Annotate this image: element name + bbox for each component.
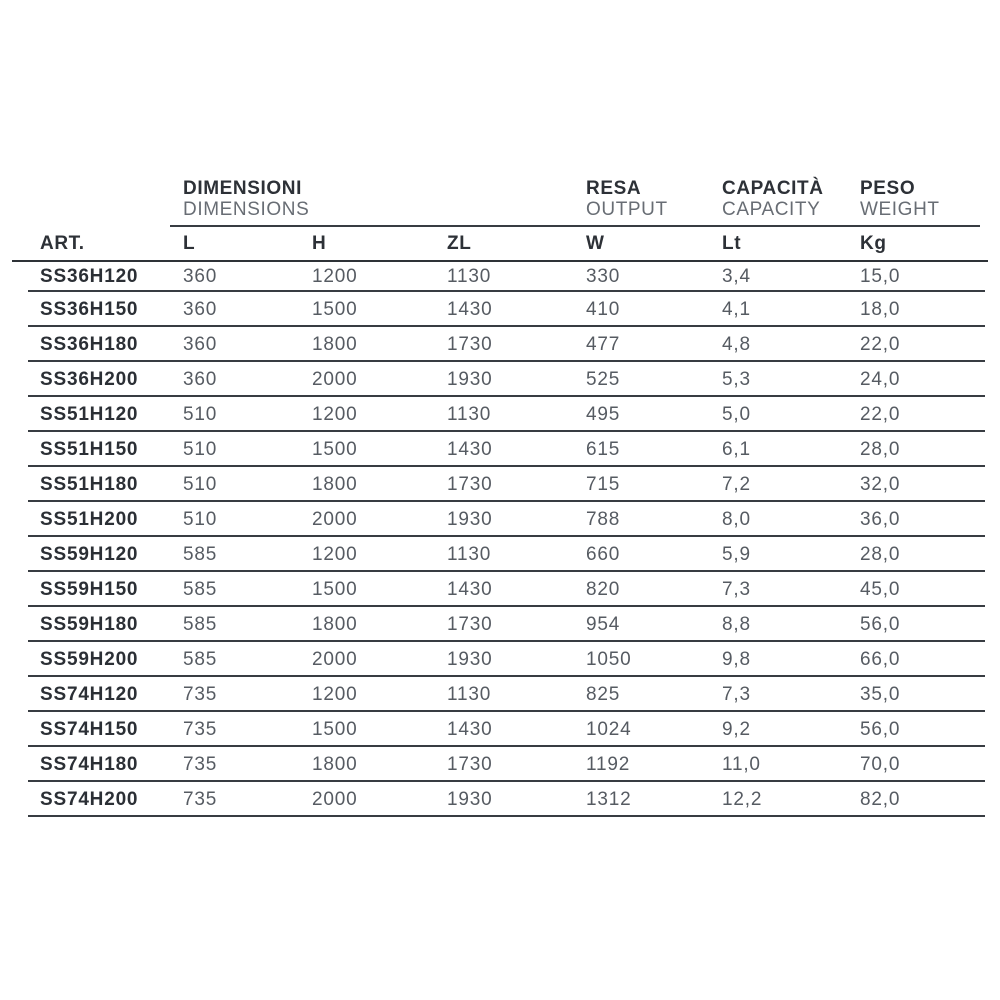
spec-table	[12, 176, 988, 817]
table-row	[12, 537, 988, 572]
table-row	[12, 607, 988, 642]
cell-value: 585	[183, 578, 218, 600]
cell-value: 525	[586, 368, 621, 390]
table-body	[12, 262, 988, 817]
row-label: SS36H150	[40, 298, 139, 320]
cell-value: 7,3	[722, 683, 751, 705]
cell-value: 360	[183, 298, 218, 320]
cell-value: 9,2	[722, 718, 751, 740]
column-header-h: H	[312, 232, 327, 254]
cell-value: 45,0	[860, 578, 901, 600]
cell-value: 18,0	[860, 298, 901, 320]
cell-value: 1800	[312, 613, 358, 635]
cell-value: 9,8	[722, 648, 751, 670]
column-header-w: W	[586, 232, 605, 254]
cell-value: 360	[183, 266, 218, 287]
cell-value: 510	[183, 508, 218, 530]
row-label: SS36H200	[40, 368, 139, 390]
cell-value: 56,0	[860, 613, 901, 635]
cell-value: 28,0	[860, 438, 901, 460]
cell-value: 1430	[447, 298, 493, 320]
cell-value: 24,0	[860, 368, 901, 390]
table-row	[12, 432, 988, 467]
cell-value: 954	[586, 613, 621, 635]
table-row	[12, 747, 988, 782]
cell-value: 1200	[312, 543, 358, 565]
cell-value: 360	[183, 368, 218, 390]
cell-value: 2000	[312, 648, 358, 670]
cell-value: 585	[183, 648, 218, 670]
cell-value: 788	[586, 508, 621, 530]
table-row	[12, 362, 988, 397]
cell-value: 2000	[312, 368, 358, 390]
cell-value: 1500	[312, 298, 358, 320]
cell-value: 56,0	[860, 718, 901, 740]
cell-value: 82,0	[860, 788, 901, 810]
table-row	[12, 327, 988, 362]
row-label: SS36H180	[40, 333, 139, 355]
cell-value: 1192	[586, 753, 631, 775]
group-header-dimensions	[183, 178, 586, 225]
group-header-weight	[860, 178, 988, 225]
cell-value: 8,8	[722, 613, 751, 635]
cell-value: 585	[183, 613, 218, 635]
cell-value: 1800	[312, 333, 358, 355]
row-label: SS59H200	[40, 648, 139, 670]
group-header-capacity	[722, 178, 860, 225]
column-header-kg: Kg	[860, 232, 887, 254]
cell-value: 35,0	[860, 683, 901, 705]
row-label: SS51H200	[40, 508, 139, 530]
cell-value: 735	[183, 683, 218, 705]
cell-value: 820	[586, 578, 621, 600]
cell-value: 15,0	[860, 266, 901, 287]
table-row	[12, 712, 988, 747]
cell-value: 715	[586, 473, 621, 495]
table-row	[12, 262, 988, 292]
cell-value: 825	[586, 683, 621, 705]
cell-value: 1130	[447, 683, 492, 705]
cell-value: 70,0	[860, 753, 901, 775]
cell-value: 735	[183, 788, 218, 810]
cell-value: 28,0	[860, 543, 901, 565]
table-row	[12, 677, 988, 712]
cell-value: 7,2	[722, 473, 751, 495]
cell-value: 1930	[447, 368, 493, 390]
cell-value: 22,0	[860, 333, 901, 355]
table-row	[12, 467, 988, 502]
cell-value: 36,0	[860, 508, 901, 530]
cell-value: 32,0	[860, 473, 901, 495]
cell-value: 615	[586, 438, 621, 460]
cell-value: 1430	[447, 578, 493, 600]
cell-value: 5,9	[722, 543, 751, 565]
cell-value: 1130	[447, 403, 492, 425]
row-label: SS59H180	[40, 613, 139, 635]
cell-value: 1200	[312, 266, 358, 287]
cell-value: 1200	[312, 403, 358, 425]
table-row	[12, 292, 988, 327]
table-row	[12, 782, 988, 817]
group-header-dimensions-primary: DIMENSIONI	[183, 178, 302, 199]
cell-value: 2000	[312, 508, 358, 530]
table-row	[12, 502, 988, 537]
row-label: SS51H120	[40, 403, 139, 425]
group-header-capacity-secondary: CAPACITY	[722, 199, 821, 220]
cell-value: 1730	[447, 613, 493, 635]
cell-value: 5,0	[722, 403, 751, 425]
cell-value: 1930	[447, 508, 493, 530]
row-label: SS51H150	[40, 438, 139, 460]
row-label: SS74H150	[40, 718, 139, 740]
cell-value: 510	[183, 403, 218, 425]
group-header-output	[586, 178, 722, 225]
cell-value: 1730	[447, 473, 493, 495]
cell-value: 1730	[447, 333, 493, 355]
cell-value: 1800	[312, 473, 358, 495]
cell-value: 12,2	[722, 788, 763, 810]
cell-value: 1800	[312, 753, 358, 775]
cell-value: 1430	[447, 718, 493, 740]
cell-value: 4,8	[722, 333, 751, 355]
cell-value: 1930	[447, 648, 493, 670]
row-label: SS59H120	[40, 543, 139, 565]
cell-value: 1050	[586, 648, 632, 670]
cell-value: 330	[586, 266, 621, 287]
cell-value: 735	[183, 753, 218, 775]
cell-value: 1130	[447, 266, 492, 287]
cell-value: 510	[183, 473, 218, 495]
cell-value: 510	[183, 438, 218, 460]
column-header-l: L	[183, 232, 196, 254]
group-header-weight-secondary: WEIGHT	[860, 199, 940, 220]
table-row	[12, 642, 988, 677]
row-label: SS59H150	[40, 578, 139, 600]
column-header-lt: Lt	[722, 232, 742, 254]
cell-value: 1312	[586, 788, 632, 810]
table-row	[12, 572, 988, 607]
cell-value: 660	[586, 543, 621, 565]
cell-value: 495	[586, 403, 621, 425]
row-label: SS51H180	[40, 473, 139, 495]
row-label: SS74H200	[40, 788, 139, 810]
group-header-output-primary: RESA	[586, 178, 642, 199]
cell-value: 8,0	[722, 508, 751, 530]
cell-value: 1430	[447, 438, 493, 460]
cell-value: 66,0	[860, 648, 901, 670]
cell-value: 2000	[312, 788, 358, 810]
group-header-output-secondary: OUTPUT	[586, 199, 668, 220]
group-header-row	[12, 176, 988, 225]
cell-value: 1730	[447, 753, 493, 775]
cell-value: 6,1	[722, 438, 751, 460]
cell-value: 1930	[447, 788, 493, 810]
group-header-capacity-primary: CAPACITÀ	[722, 178, 824, 199]
row-label: SS74H120	[40, 683, 139, 705]
cell-value: 585	[183, 543, 218, 565]
cell-value: 3,4	[722, 266, 751, 287]
cell-value: 1024	[586, 718, 632, 740]
cell-value: 360	[183, 333, 218, 355]
cell-value: 7,3	[722, 578, 751, 600]
cell-value: 4,1	[722, 298, 751, 320]
column-header-zl: ZL	[447, 232, 472, 254]
row-label: SS36H120	[40, 266, 139, 287]
cell-value: 1200	[312, 683, 358, 705]
column-header-row	[12, 227, 988, 262]
cell-value: 22,0	[860, 403, 901, 425]
table-row	[12, 397, 988, 432]
cell-value: 11,0	[722, 753, 761, 775]
cell-value: 477	[586, 333, 621, 355]
cell-value: 1500	[312, 578, 358, 600]
column-header-art: ART.	[40, 232, 85, 254]
cell-value: 735	[183, 718, 218, 740]
group-header-dimensions-secondary: DIMENSIONS	[183, 199, 310, 220]
cell-value: 1500	[312, 718, 358, 740]
row-label: SS74H180	[40, 753, 139, 775]
cell-value: 410	[586, 298, 621, 320]
cell-value: 5,3	[722, 368, 751, 390]
group-header-weight-primary: PESO	[860, 178, 916, 199]
cell-value: 1130	[447, 543, 492, 565]
cell-value: 1500	[312, 438, 358, 460]
